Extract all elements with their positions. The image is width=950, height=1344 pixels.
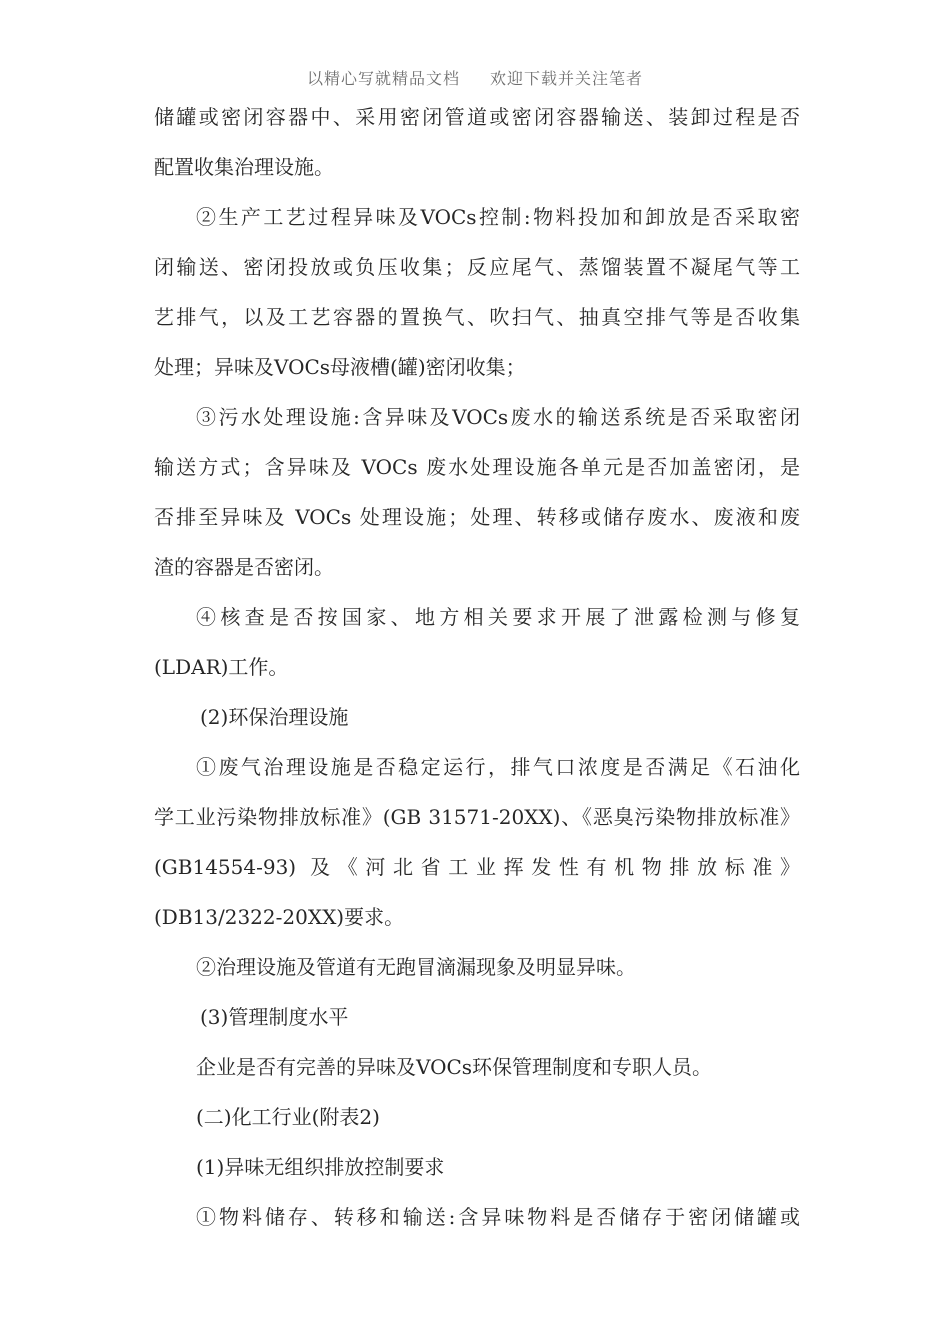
text-line: 配置收集治理设施。 bbox=[154, 155, 334, 179]
text-line: 企业是否有完善的异味及VOCs环保管理制度和专职人员。 bbox=[196, 1055, 713, 1079]
section-heading: (二)化工行业(附表2) bbox=[196, 1105, 380, 1129]
text-line: ④核查是否按国家、地方相关要求开展了泄露检测与修复 bbox=[196, 605, 800, 629]
text-line: 输送方式；含异味及 VOCs 废水处理设施各单元是否加盖密闭，是 bbox=[154, 455, 800, 479]
text-line: ②生产工艺过程异味及VOCs控制:物料投加和卸放是否采取密 bbox=[196, 205, 800, 229]
text-line: 否排至异味及 VOCs 处理设施；处理、转移或储存废水、废液和废 bbox=[154, 505, 800, 529]
section-heading: (1)异味无组织排放控制要求 bbox=[196, 1155, 445, 1179]
text-line: 处理；异味及VOCs母液槽(罐)密闭收集； bbox=[154, 355, 526, 379]
text-line: (GB14554-93) 及《河北省工业挥发性有机物排放标准》 bbox=[154, 855, 800, 879]
text-line: 艺排气，以及工艺容器的置换气、吹扫气、抽真空排气等是否收集 bbox=[154, 305, 800, 329]
text-line: 渣的容器是否密闭。 bbox=[154, 555, 334, 579]
text-line: (DB13/2322-20XX)要求。 bbox=[154, 905, 405, 929]
page-header bbox=[0, 66, 950, 89]
header-right-text: 欢迎下载并关注笔者 bbox=[490, 69, 644, 88]
text-line: ①物料储存、转移和输送:含异味物料是否储存于密闭储罐或 bbox=[196, 1205, 800, 1229]
document-body bbox=[154, 92, 800, 1242]
text-line: ③污水处理设施:含异味及VOCs废水的输送系统是否采取密闭 bbox=[196, 405, 800, 429]
text-line: ①废气治理设施是否稳定运行，排气口浓度是否满足《石油化 bbox=[196, 755, 800, 779]
section-heading: (2)环保治理设施 bbox=[200, 705, 349, 729]
text-line: (LDAR)工作。 bbox=[154, 655, 289, 679]
text-line: 储罐或密闭容器中、采用密闭管道或密闭容器输送、装卸过程是否 bbox=[154, 105, 800, 129]
header-left-text: 以精心写就精品文档 bbox=[306, 69, 460, 88]
text-line: ②治理设施及管道有无跑冒滴漏现象及明显异味。 bbox=[196, 955, 636, 979]
section-heading: (3)管理制度水平 bbox=[200, 1005, 349, 1029]
text-line: 学工业污染物排放标准》(GB 31571-20XX)、《恶臭污染物排放标准》 bbox=[154, 805, 800, 829]
text-line: 闭输送、密闭投放或负压收集；反应尾气、蒸馏装置不凝尾气等工 bbox=[154, 255, 800, 279]
